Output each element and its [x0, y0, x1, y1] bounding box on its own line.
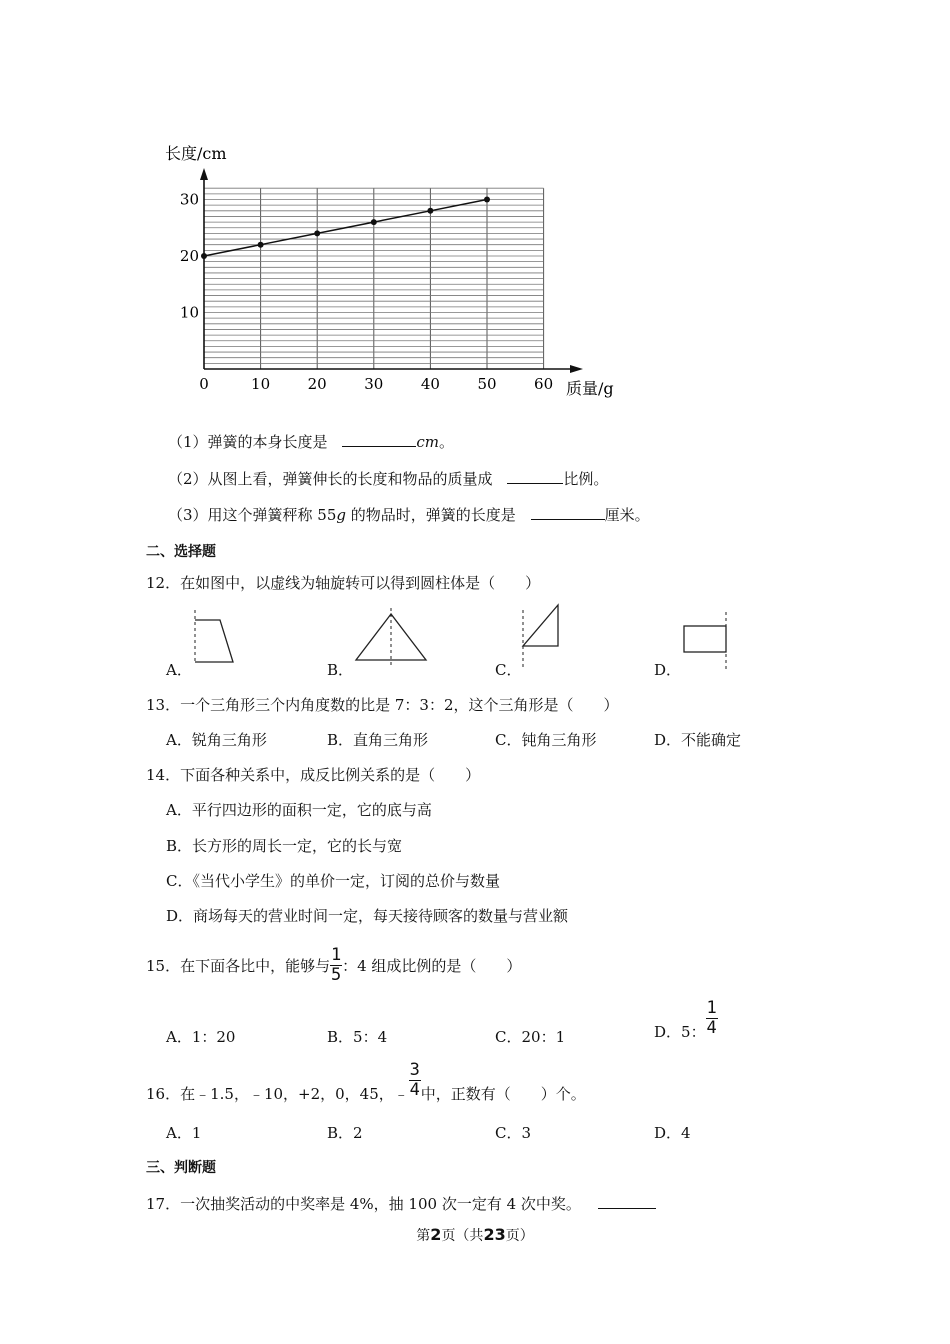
q13-option-b[interactable]: B．直角三角形	[327, 731, 429, 749]
option-c-right-triangle-figure	[523, 605, 558, 670]
q16-option-c[interactable]: C．3	[495, 1124, 532, 1142]
q12-option-c[interactable]: C．	[495, 661, 522, 679]
q15-option-b[interactable]: B．5：4	[327, 1028, 388, 1046]
data-point	[371, 219, 377, 225]
section-title-choice: 二、选择题	[146, 544, 216, 560]
x-tick-label: 40	[420, 375, 440, 393]
q13-option-d[interactable]: D．不能确定	[654, 731, 742, 749]
section-title-judgement: 三、判断题	[146, 1160, 216, 1176]
x-axis-label: 质量/g	[566, 379, 614, 398]
q14-option-c[interactable]: C．《当代小学生》的单价一定，订阅的总价与数量	[166, 872, 500, 890]
q14-option-a[interactable]: A．平行四边形的面积一定，它的底与高	[166, 801, 432, 819]
data-point	[201, 253, 207, 259]
y-tick-label: 10	[179, 303, 199, 322]
option-a-trapezoid-figure	[195, 610, 233, 664]
q14-stem: 14．下面各种关系中，成反比例关系的是（ ）	[146, 766, 481, 784]
answer-blank[interactable]	[342, 432, 416, 447]
fraction-one-fifth: $\frac{1}{5}$	[330, 944, 342, 985]
data-point	[427, 208, 433, 214]
q16-option-b[interactable]: B．2	[327, 1124, 363, 1142]
option-d-rectangle-figure	[684, 612, 726, 670]
y-axis-label: 长度/cm	[165, 144, 227, 163]
q15-option-d[interactable]: D．5： $\frac{1}{4}$	[654, 998, 717, 1041]
x-tick-label: 60	[534, 375, 554, 393]
x-tick-label: 50	[477, 375, 497, 393]
page-footer: 第2页（共23页）	[416, 1225, 534, 1244]
x-tick-label: 20	[307, 375, 327, 393]
x-axis-arrow	[570, 365, 583, 373]
q12-figures	[0, 600, 950, 680]
fraction-three-fourths: $\frac{3}{4}$	[409, 1060, 420, 1100]
y-axis-arrow	[200, 168, 208, 180]
q15-stem: 15．在下面各比中，能够与 $\frac{1}{5}$ ：4 组成比例的是（ ）	[146, 944, 522, 985]
q14-option-b[interactable]: B．长方形的周长一定，它的长与宽	[166, 837, 403, 855]
answer-blank[interactable]	[598, 1194, 656, 1209]
q15-option-a[interactable]: A．1：20	[166, 1028, 236, 1046]
chart-ticks	[180, 191, 553, 394]
answer-blank[interactable]	[531, 505, 605, 520]
answer-blank[interactable]	[507, 469, 563, 484]
q17-stem: 17．一次抽奖活动的中奖率是 4%，抽 100 次一定有 4 次中奖。	[146, 1193, 656, 1214]
q16-stem: 16．在﹣1.5，﹣10，+2，0，45，﹣ $\frac{3}{4}$ 中，正数有（ ）个。	[146, 1060, 586, 1103]
q12-option-b[interactable]: B．	[327, 661, 354, 679]
data-point	[484, 197, 490, 203]
q13-stem: 13．一个三角形三个内角度数的比是 7：3：2，这个三角形是（ ）	[146, 696, 619, 714]
option-b-triangle-figure	[356, 608, 426, 668]
q12-stem: 12．在如图中，以虚线为轴旋转可以得到圆柱体是（ ）	[146, 574, 541, 592]
x-tick-label: 30	[364, 375, 384, 393]
q16-option-d[interactable]: D．4	[654, 1124, 691, 1142]
x-tick-label: 0	[199, 375, 209, 393]
data-point	[314, 230, 320, 236]
y-tick-label: 20	[179, 247, 199, 265]
q12-option-a[interactable]: A．	[166, 661, 192, 679]
x-tick-label: 10	[251, 375, 271, 393]
q11-part1: （1）弹簧的本身长度是 cm。	[168, 433, 454, 451]
fraction-one-fourth: $\frac{1}{4}$	[706, 998, 717, 1038]
q12-option-d[interactable]: D．	[654, 661, 682, 679]
spring-chart	[0, 0, 950, 420]
q15-option-c[interactable]: C．20：1	[495, 1028, 566, 1046]
chart-axes	[200, 168, 583, 373]
data-point	[258, 242, 264, 248]
q16-option-a[interactable]: A．1	[166, 1124, 202, 1142]
q11-part3: （3）用这个弹簧秤称 55g 的物品时，弹簧的长度是 厘米。	[168, 506, 650, 524]
q13-option-a[interactable]: A．锐角三角形	[166, 731, 267, 749]
y-tick-label: 30	[179, 190, 199, 209]
q13-option-c[interactable]: C．钝角三角形	[495, 731, 597, 749]
q14-option-d[interactable]: D．商场每天的营业时间一定，每天接待顾客的数量与营业额	[166, 907, 569, 925]
q11-part2: （2）从图上看，弹簧伸长的长度和物品的质量成 比例。	[168, 470, 609, 488]
chart-grid	[204, 188, 544, 369]
